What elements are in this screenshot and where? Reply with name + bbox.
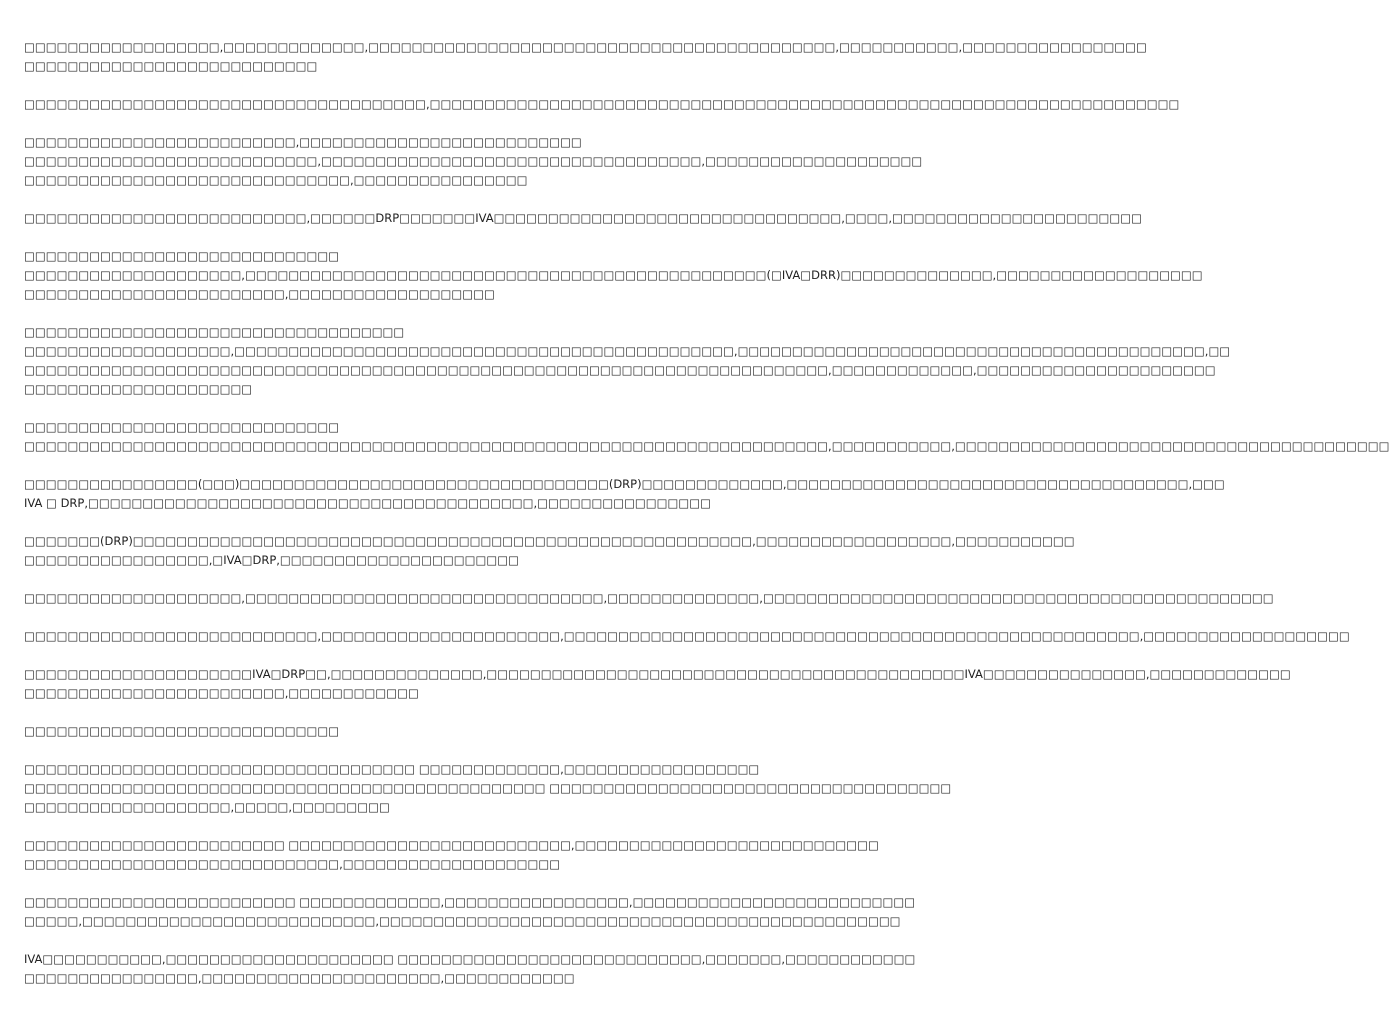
- text-line: IVA□□□□□□□□□□□,□□□□□□□□□□□□□□□□□□□□□ □□□□□□□□□□□□□□□□□□□□□□□□□□□□,□□□□□□□,□□□□□□□□□□□□: [24, 952, 916, 966]
- text-line: □□□□□□□□□□□□□□□□□□□□□□□□,□□□□□□□□□□□□: [24, 686, 419, 700]
- text-line: □□□□□□□□□□□□□□□□□□□□□□□□□□□□□□□□□□□□□□□□□□□□□□□□ □□□□□□□□□□□□□□□□□□□□□□□□□□□□□□□□□□□□□: [24, 781, 952, 795]
- paragraph: [24, 247, 1203, 304]
- text-line: □□□□□□□□□□□□□□□□□□□□,□□□□□□□□□□□□□□□□□□□□□□□□□□□□□□□□□,□□□□□□□□□□□□□□,□□□□□□□□□□□□□□□□□□□□□□□□□□□□□□□□□□□□□□□□□□□□□□□: [24, 591, 1274, 605]
- paragraph: [24, 133, 923, 190]
- text-line: □□□□□□□□□□□□□□□□□□□□□□□□□□□□□□□□□□□□□□□□□□□□□□□□□□□□□□□□□□□□□□□□□□□□□□□□□□,□□□□□□□□□□□,□□□□□□□□□□□□□□□□□□□□□□□□□□□□□□□□□□□□□□□□: [24, 439, 1390, 453]
- paragraph: [24, 665, 1291, 703]
- paragraph: [24, 722, 696, 741]
- text-line: □□□□□□□□□□□□□□□□□□□□,□□□□□□□□□□□□□□□□□□□□□□□□□□□□□□□□□□□□□□□□□□□□□□□□(□IVA□DRR)□□□□□□□□□□□□□□,□□□□□□□□□□□□□□□□□□□: [24, 268, 1203, 282]
- paragraph: [24, 209, 1142, 228]
- text-line: □□□□□□□□□□□□□□□□□□□□□□□□□□□,□□□□□□□□□□□□□□□□□□□□□□□□□□□□□□□□□□□,□□□□□□□□□□□□□□□□□□□□: [24, 154, 923, 168]
- paragraph: [24, 893, 916, 931]
- text-line: □□□□□□□□□□□□□□□□□□□,□□□□□□□□□□□□□□□□□□□□□□□□□□□□□□□□□□□□□□□□□□□□□□,□□□□□□□□□□□□□□□□□□□□□□□□□□□□□□□□□□□□□□□□□□□,□□: [24, 344, 1231, 358]
- paragraph: [24, 475, 1225, 513]
- text-line: □□□□□□□□□□□□□□□□(□□□)□□□□□□□□□□□□□□□□□□□□□□□□□□□□□□□□□□(DRP)□□□□□□□□□□□□□,□□□□□□□□□□□□□□□□□□□□□□□□□□□□□□□□□□□□□,□□□: [24, 477, 1225, 491]
- text-line: □□□□□□□□□□□□□□□□□□□□□□□□□□□□□: [24, 420, 340, 434]
- text-line: □□□□□□□□□□□□□□□□□□□□□□□□□□□□□□□□□□□: [24, 325, 405, 339]
- paragraph: [24, 589, 1274, 608]
- paragraph: [24, 38, 1147, 76]
- text-line: □□□□□□□□□□□□□□□□□□□□□□□□□□□□□: [24, 724, 340, 738]
- paragraph: [24, 950, 916, 988]
- text-line: □□□□□□□□□□□□□□□□□□□□□□□□□□□□□,□□□□□□□□□□□□□□□□□□□□: [24, 857, 561, 871]
- document-body: [24, 38, 1390, 1007]
- text-line: □□□□□□□□□□□□□□□□□□□□□□□□□ □□□□□□□□□□□□□,□□□□□□□□□□□□□□□□□,□□□□□□□□□□□□□□□□□□□□□□□□□□: [24, 895, 916, 909]
- text-line: □□□□□□□□□□□□□□□□□□□□□□□□□□□□□□□□□□□□□□□□□□□□□□□□□□□□□□□□□□□□□□□□□□□□□□□□□□,□□□□□□□□□□□□□,□□□□□□□□□□□□□□□□□□□□□□: [24, 363, 1216, 377]
- text-line: □□□□□□□□□□□□□□□□□□□□□IVA□DRP□□,□□□□□□□□□□□□□□,□□□□□□□□□□□□□□□□□□□□□□□□□□□□□□□□□□□□□□□□□□□□IVA□□□□□□□□□□□□□□□,□□□□□□□□□□□□□: [24, 667, 1291, 681]
- text-line: □□□□□□□□□□□□□□□□□□,□□□□□□□□□□□□□,□□□□□□□□□□□□□□□□□□□□□□□□□□□□□□□□□□□□□□□□□□□,□□□□□□□□□□□,□□□□□□□□□□□□□□□□□: [24, 40, 1147, 54]
- text-line: □□□□□□□□□□□□□□□□□,□IVA□DRP,□□□□□□□□□□□□□□□□□□□□□□: [24, 553, 519, 567]
- text-line: □□□□□□□□□□□□□□□□□□□□□□□□□□□□□□□□□□□□ □□□□□□□□□□□□□,□□□□□□□□□□□□□□□□□□: [24, 762, 760, 776]
- text-line: □□□□□□□□□□□□□□□□□□□□□□□□,□□□□□□□□□□□□□□□□□□□: [24, 287, 495, 301]
- text-line: □□□□□□□□□□□□□□□□□□□,□□□□□,□□□□□□□□□: [24, 800, 390, 814]
- text-line: □□□□□□□□□□□□□□□□□□□□□□□□□□□,□□□□□□□□□□□□□□□□□□□□□□,□□□□□□□□□□□□□□□□□□□□□□□□□□□□□□□□□□□□□□□□□□□□□□□□□□□□□,□□□□□□□□□□□□□□□□□□□: [24, 629, 1350, 643]
- text-line: □□□□□□□□□□□□□□□□□□□□□□□□ □□□□□□□□□□□□□□□□□□□□□□□□□□,□□□□□□□□□□□□□□□□□□□□□□□□□□□□: [24, 838, 879, 852]
- text-line: □□□□□□□□□□□□□□□□□□□□□□□□□□□□□□,□□□□□□□□□□□□□□□□: [24, 173, 528, 187]
- paragraph: [24, 418, 1390, 456]
- text-line: □□□□□□□□□□□□□□□□□□□□□□□□□□,□□□□□□DRP□□□□□□□IVA□□□□□□□□□□□□□□□□□□□□□□□□□□□□□□□□,□□□□,□□□□□□□□□□□□□□□□□□□□□□□: [24, 211, 1142, 225]
- paragraph: [24, 760, 952, 817]
- text-line: □□□□□,□□□□□□□□□□□□□□□□□□□□□□□□□□□,□□□□□□□□□□□□□□□□□□□□□□□□□□□□□□□□□□□□□□□□□□□□□□□□: [24, 914, 901, 928]
- text-line: □□□□□□□□□□□□□□□□,□□□□□□□□□□□□□□□□□□□□□□,□□□□□□□□□□□□: [24, 971, 575, 985]
- text-line: □□□□□□□□□□□□□□□□□□□□□□□□□□□□□□□□□□□□□,□□□□□□□□□□□□□□□□□□□□□□□□□□□□□□□□□□□□□□□□□□□□□□□□□□□□□□□□□□□□□□□□□□□□□: [24, 97, 1180, 111]
- paragraph: [24, 532, 1075, 570]
- text-line: IVA □ DRP,□□□□□□□□□□□□□□□□□□□□□□□□□□□□□□□□□□□□□□□□□,□□□□□□□□□□□□□□□□: [24, 496, 711, 510]
- text-line: □□□□□□□□□□□□□□□□□□□□□□□□□,□□□□□□□□□□□□□□□□□□□□□□□□□□: [24, 135, 582, 149]
- paragraph: [24, 95, 1180, 114]
- text-line: □□□□□□□(DRP)□□□□□□□□□□□□□□□□□□□□□□□□□□□□□□□□□□□□□□□□□□□□□□□□□□□□□□□□□,□□□□□□□□□□□□□□□□□□,□□□□□□□□□□□: [24, 534, 1075, 548]
- paragraph: [24, 323, 1231, 399]
- paragraph: [24, 627, 1350, 646]
- text-line: □□□□□□□□□□□□□□□□□□□□□: [24, 382, 253, 396]
- text-line: □□□□□□□□□□□□□□□□□□□□□□□□□□□□□: [24, 249, 340, 263]
- text-line: □□□□□□□□□□□□□□□□□□□□□□□□□□□: [24, 59, 318, 73]
- paragraph: [24, 836, 879, 874]
